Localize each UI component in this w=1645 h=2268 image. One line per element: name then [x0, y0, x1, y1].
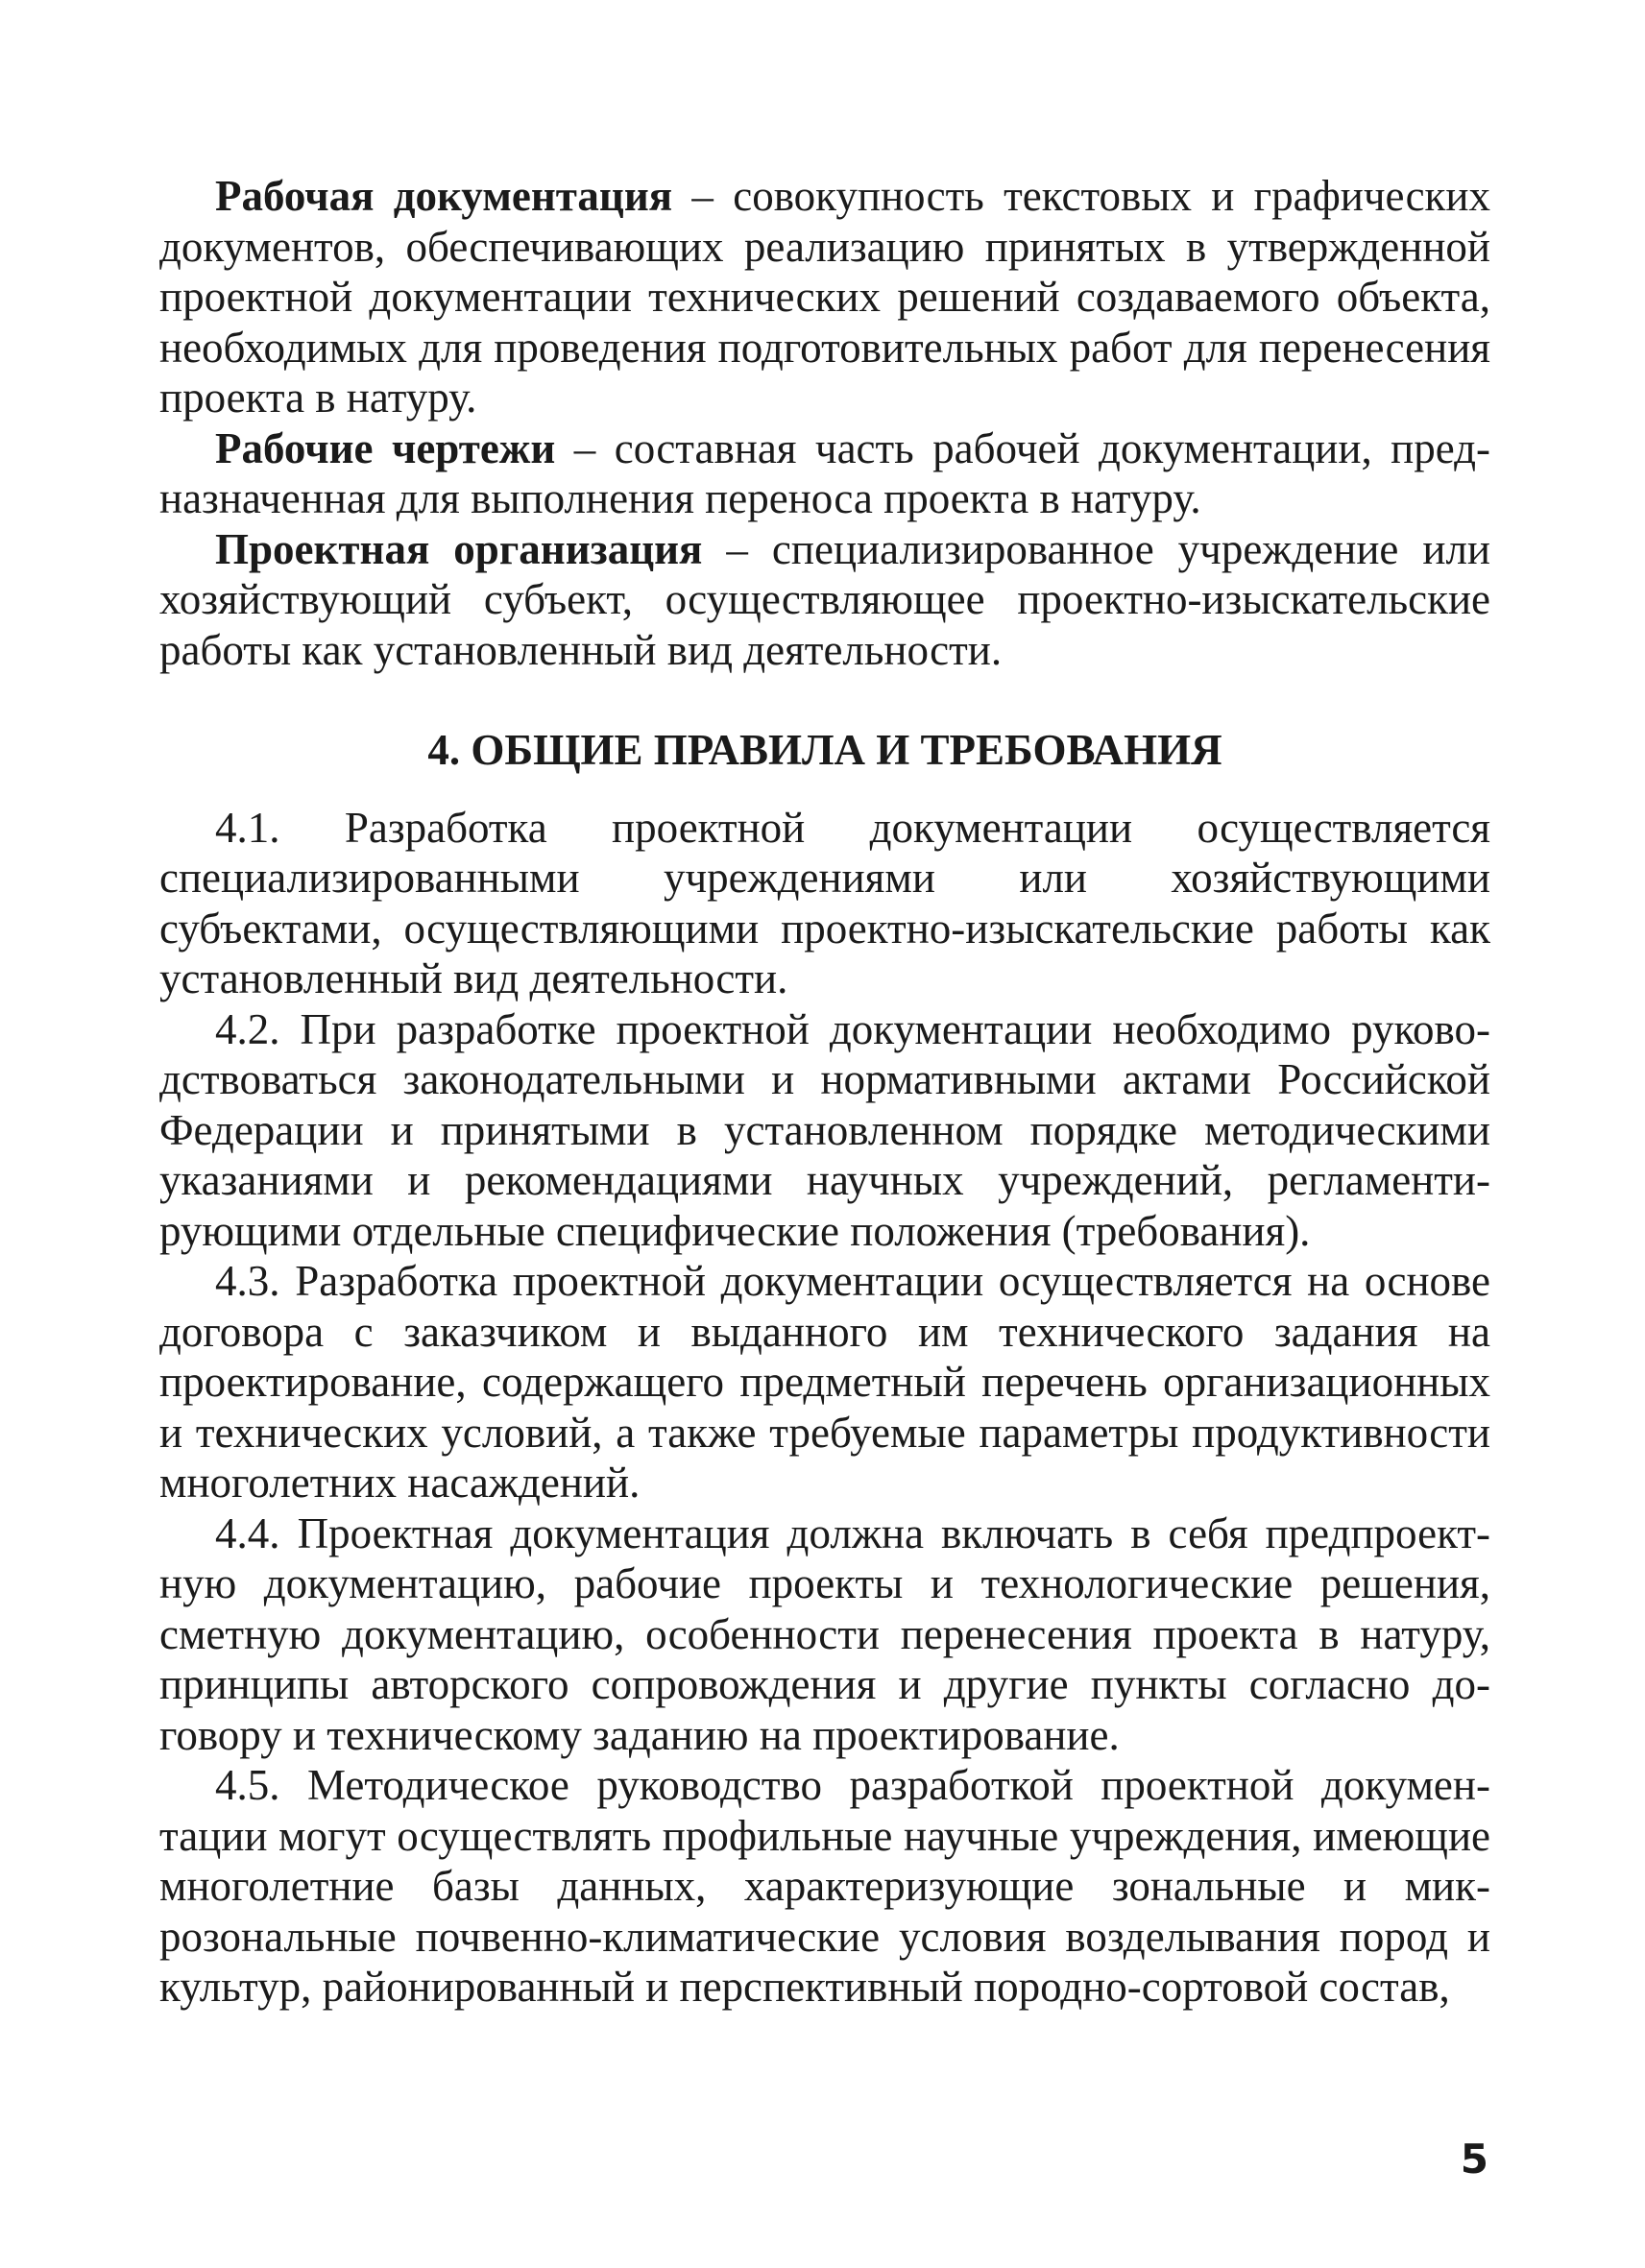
- paragraph-4-1: 4.1. Разработка проектной документации осуществляется специализированными учреждениями или хозяйствующими субъектами, осуществляющими проектно-изыскательские работы как установленный вид деятельности.: [159, 803, 1490, 1002]
- definition-design-organization: [159, 524, 1490, 676]
- definition-text: – специализированное учреждение или хозяйствующий субъект, осуществляющее проектно-изыскательские работы как установленный вид деятельности.: [159, 524, 1491, 674]
- definition-term: Рабочая документация: [215, 172, 673, 220]
- paragraph-4-5: 4.5. Методическое руководство разработкой проектной документации могут осуществлять профильные научные учреждения, имеющие многолетние базы данных, характеризующие зональные и микрозональные почвенно-климатические условия возделывания пород и культур, районированный и перспективный породно-сортовой состав,: [159, 1761, 1490, 2011]
- paragraph-4-2: 4.2. При разработке проектной документации необходимо руководствоваться законодательными и нормативными актами Российской Федерации и принятыми в установленном порядке методическими указаниями и рекомендациями научных учреждений, регламентирующими отдельные специфические положения (требования).: [159, 1004, 1490, 1255]
- definition-text: – составная часть рабочей документации, предназначенная для выполнения переноса проекта в натуру.: [159, 423, 1491, 522]
- definition-term: Рабочие чертежи: [215, 423, 556, 472]
- paragraph-4-3: 4.3. Разработка проектной документации осуществляется на основе договора с заказчиком и выданного им технического задания на проектирование, содержащего предметный перечень организационных и технических условий, а также требуемые параметры продуктивности многолетних насаждений.: [159, 1257, 1490, 1507]
- definition-working-drawings: [159, 423, 1490, 524]
- paragraph-4-4: 4.4. Проектная документация должна включать в себя предпроектную документацию, рабочие проекты и технологические решения, сметную документацию, особенности перенесения проекта в натуру, принципы авторского сопровождения и другие пункты согласно договору и техническому заданию на проектирование.: [159, 1508, 1490, 1759]
- document-page: [159, 171, 1490, 2013]
- section-title: 4. ОБЩИЕ ПРАВИЛА И ТРЕБОВАНИЯ: [427, 726, 1222, 774]
- definition-term: Проектная организация: [215, 524, 703, 573]
- definition-working-documentation: [159, 171, 1490, 423]
- page-number: 5: [1460, 2135, 1488, 2183]
- definition-text: – совокупность текстовых и графических документов, обеспечивающих реализацию принятых в утвержденной проектной документации технических решений создаваемого объекта, необходимых для проведения подготовительных работ для перенесения проекта в натуру.: [159, 172, 1490, 422]
